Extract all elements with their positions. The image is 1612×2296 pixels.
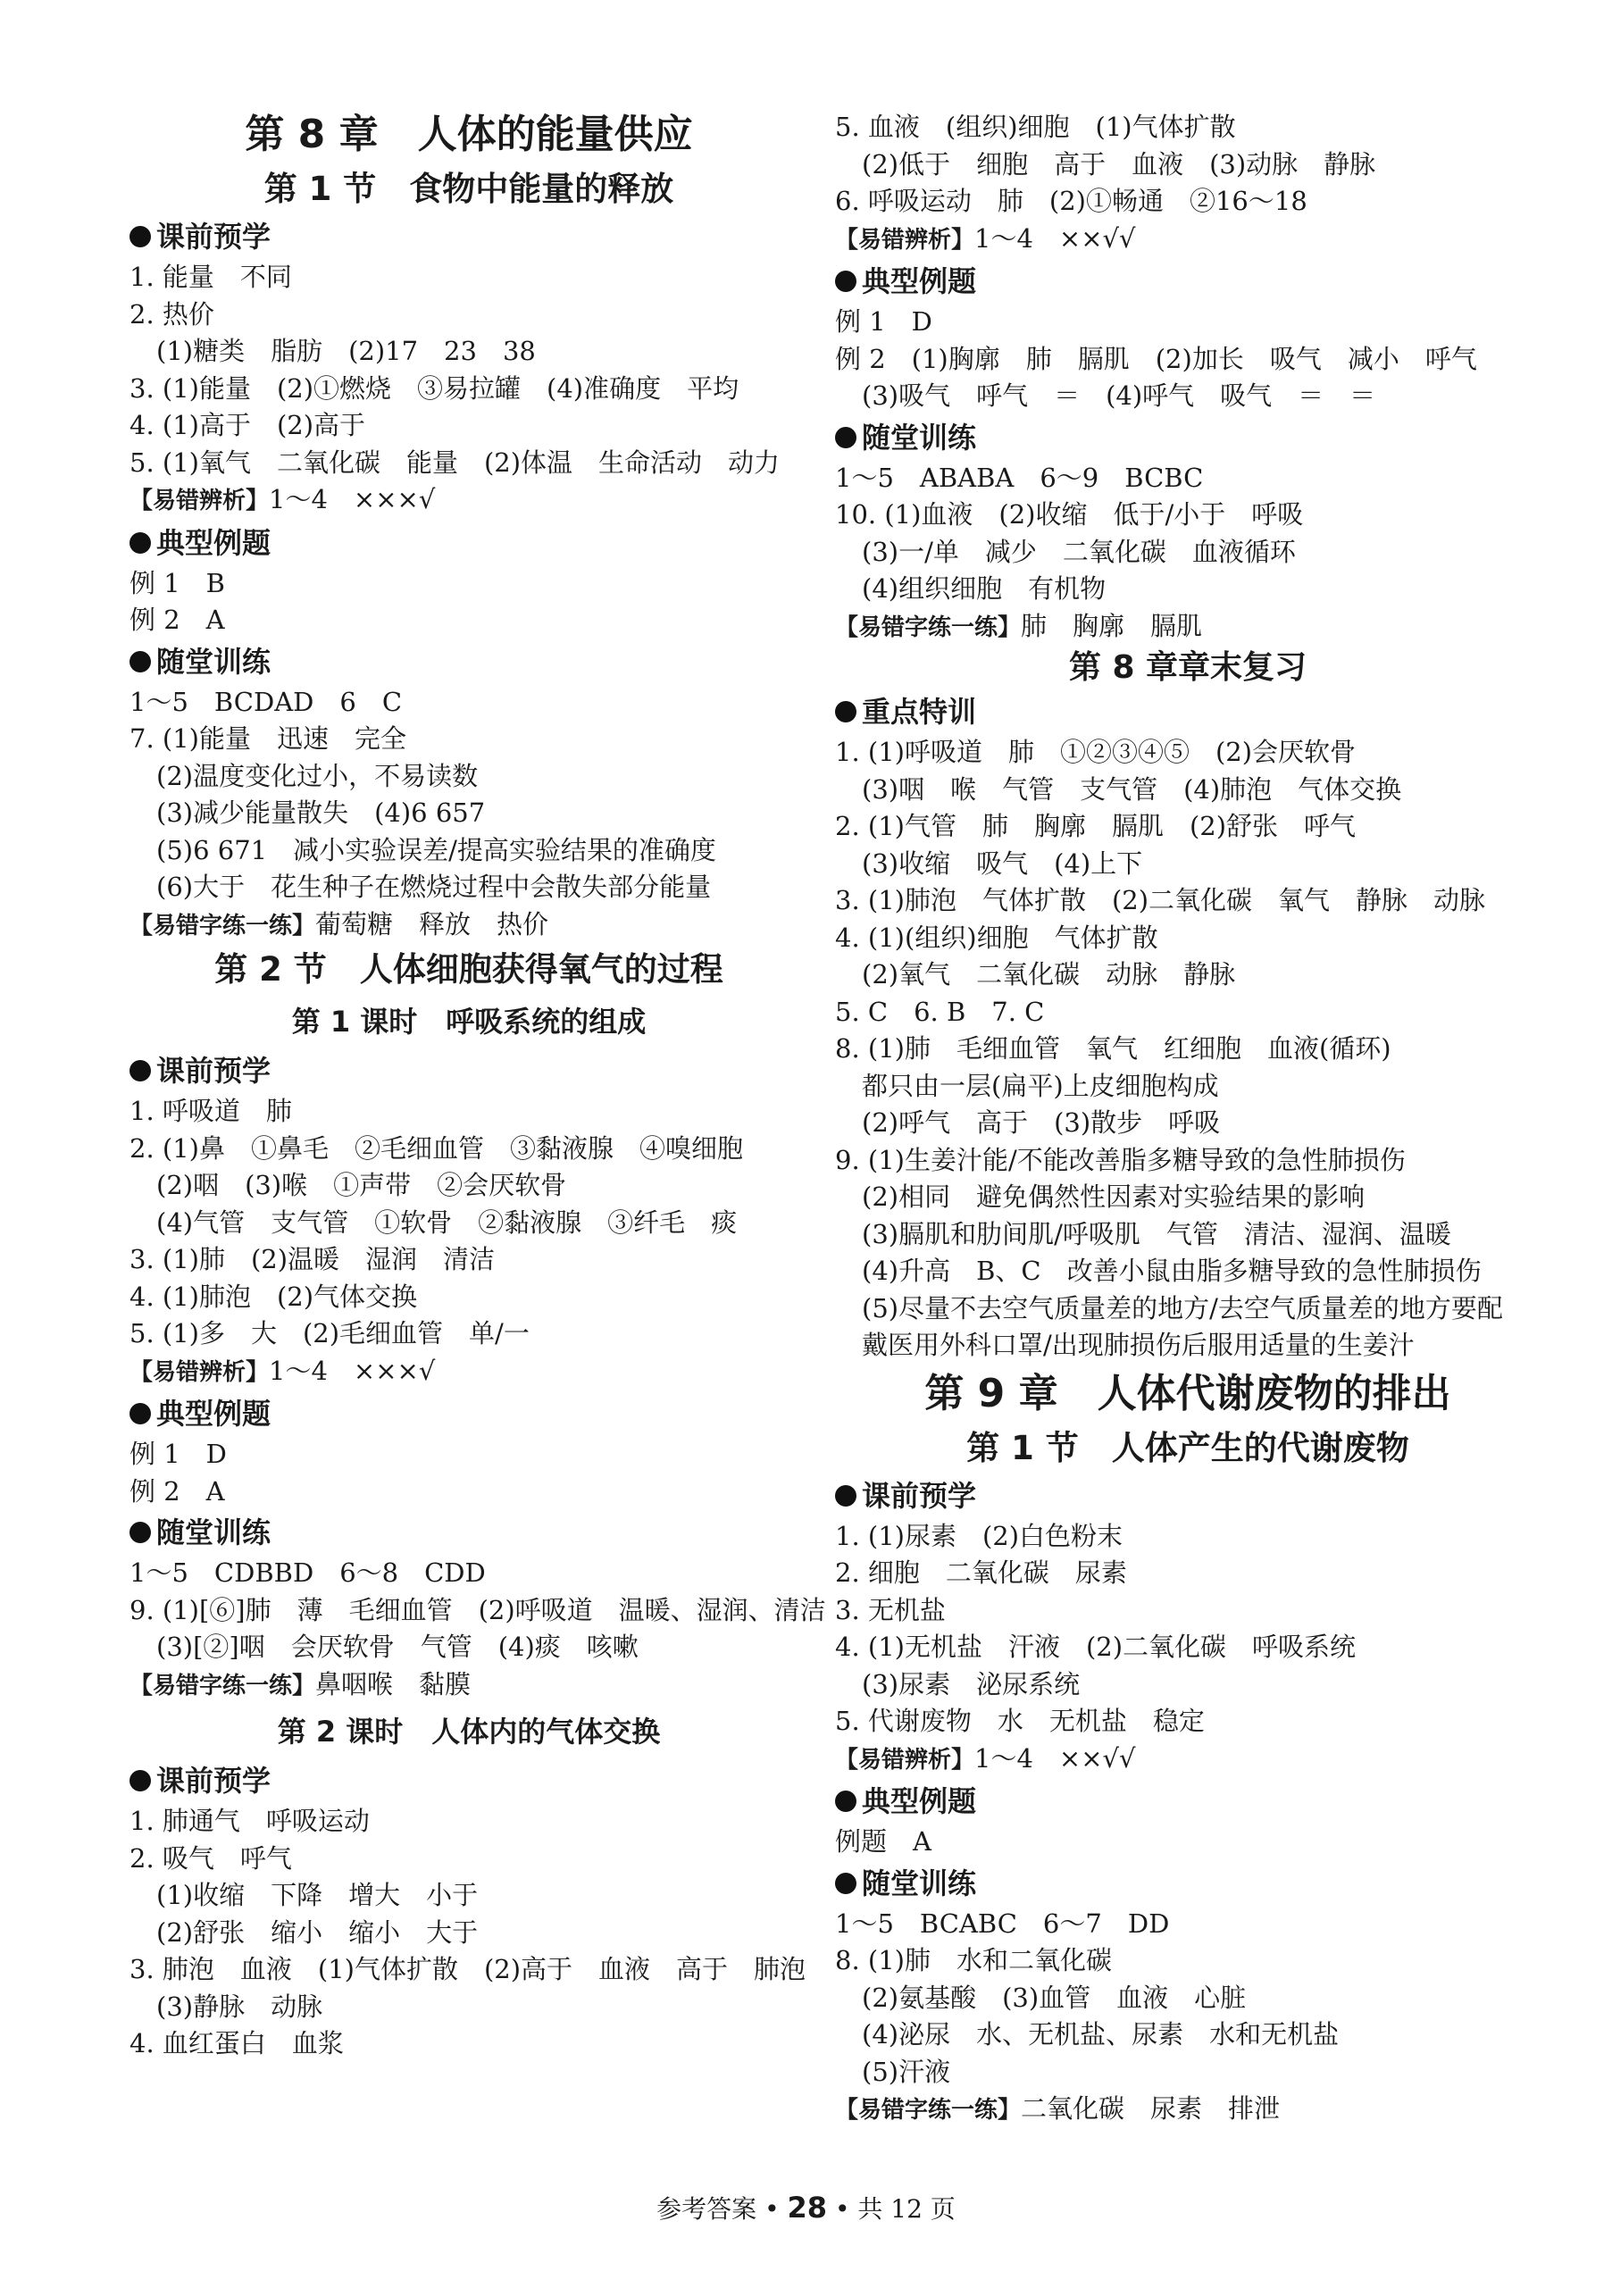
word-practice (129, 1666, 808, 1706)
answer-line: 5. 血液 (组织)细胞 (1)气体扩散 (835, 112, 1236, 142)
lesson-2-title: 第 2 课时 人体内的气体交换 (277, 1715, 661, 1749)
word-practice (835, 2091, 1541, 2130)
error-analysis (129, 1353, 808, 1392)
answer-line: (2)氨基酸 (3)血管 血液 心脏 (862, 1982, 1247, 2013)
error-analysis-text: 1～4 ××√√ (974, 1742, 1136, 1774)
total-pages: 共 12 页 (857, 2194, 956, 2224)
answer-line: (2)温度变化过小，不易读数 (156, 760, 479, 791)
answer-line: 1. (1)呼吸道 肺 ①②③④⑤ (2)会厌软骨 (835, 737, 1357, 767)
bullet-icon (129, 651, 151, 672)
answer-line: (4)升高 B、C 改善小鼠由脂多糖导致的急性肺损伤 (862, 1256, 1482, 1286)
answer-line: 9. (1)生姜汁能/不能改善脂多糖导致的急性肺损伤 (835, 1144, 1406, 1175)
bullet-icon (129, 1403, 151, 1424)
answer-line: 4. (1)无机盐 汗液 (2)二氧化碳 呼吸系统 (835, 1632, 1357, 1662)
answer-line: 例 2 (1)胸廓 肺 膈肌 (2)加长 吸气 减小 呼气 (835, 343, 1477, 374)
answer-line: 3. (1)肺泡 气体扩散 (2)二氧化碳 氧气 静脉 动脉 (835, 885, 1486, 915)
bullet-icon (129, 1060, 151, 1081)
footer-dot: • (764, 2194, 788, 2224)
bullet-icon (835, 1791, 856, 1812)
error-analysis (129, 481, 808, 521)
chapter-8-title: 第 8 章 人体的能量供应 (245, 112, 693, 157)
chapter-9-title: 第 9 章 人体代谢废物的排出 (924, 1370, 1451, 1416)
answer-line: (5)尽量不去空气质量差的地方/去空气质量差的地方要配 (862, 1292, 1503, 1323)
chapter-9-section-1-title: 第 1 节 人体产生的代谢废物 (966, 1428, 1409, 1467)
answer-line: 例题 A (835, 1826, 931, 1857)
answer-line: 2. (1)气管 肺 胸廓 膈肌 (2)舒张 呼气 (835, 811, 1357, 841)
page-footer (0, 2190, 1612, 2225)
answer-line: (3)[②]咽 会厌软骨 气管 (4)痰 咳嗽 (156, 1632, 639, 1662)
word-practice-text: 肺 胸廓 膈肌 (1021, 610, 1203, 641)
answer-line: 3. (1)肺 (2)温暖 湿润 清洁 (129, 1244, 496, 1274)
answer-line: 1～5 BCDAD 6 C (129, 686, 403, 717)
answer-line: 3. 无机盐 (835, 1594, 946, 1625)
s1-example-heading: 典型例题 (129, 521, 808, 565)
answer-line: 7. (1)能量 迅速 完全 (129, 723, 406, 754)
answer-line: 2. 细胞 二氧化碳 尿素 (835, 1557, 1127, 1588)
word-practice-text: 二氧化碳 尿素 排泄 (1021, 2093, 1281, 2124)
answer-line: 3. 肺泡 血液 (1)气体扩散 (2)高于 血液 高于 肺泡 (129, 1954, 806, 1984)
answer-line: 5. (1)氧气 二氧化碳 能量 (2)体温 生命活动 动力 (129, 447, 781, 478)
answer-line: 4. (1)高于 (2)高于 (129, 410, 366, 440)
bullet-icon (129, 226, 151, 247)
answer-line: 1. 肺通气 呼吸运动 (129, 1806, 370, 1836)
answer-line: 4. 血红蛋白 血浆 (129, 2028, 344, 2058)
answer-line: 例 1 B (129, 567, 225, 598)
error-analysis (835, 1741, 1541, 1780)
c9-training-heading: 随堂训练 (835, 1861, 1541, 1906)
answer-line: 1～5 ABABA 6～9 BCBC (835, 462, 1204, 493)
answer-line: (1)收缩 下降 增大 小于 (156, 1880, 479, 1910)
answer-line: (5)汗液 (862, 2056, 951, 2087)
answer-line: (5)6 671 减小实验误差/提高实验结果的准确度 (156, 834, 716, 865)
error-analysis-text: 1～4 ××√√ (974, 222, 1136, 254)
s1-preview-heading: 课前预学 (129, 214, 808, 259)
answer-line: 2. 热价 (129, 298, 214, 330)
word-practice-tag: 【易错字练一练】 (835, 614, 1022, 641)
footer-dot: • (834, 2194, 858, 2224)
word-practice-text: 葡萄糖 释放 热价 (315, 908, 549, 939)
error-analysis-text: 1～4 ×××√ (269, 484, 436, 514)
answer-line: 8. (1)肺 水和二氧化碳 (835, 1945, 1112, 1975)
answer-line: (1)糖类 脂肪 (2)17 23 38 (156, 336, 536, 366)
answer-line: (3)减少能量散失 (4)6 657 (156, 797, 486, 828)
answer-line: (3)一/单 减少 二氧化碳 血液循环 (862, 536, 1296, 567)
bullet-icon (835, 271, 856, 292)
error-analysis-tag: 【易错辨析】 (835, 1746, 975, 1774)
answer-line: 1～5 CDBBD 6～8 CDD (129, 1557, 486, 1588)
answer-line: (4)组织细胞 有机物 (862, 573, 1107, 604)
answer-line: (2)呼气 高于 (3)散步 呼吸 (862, 1107, 1221, 1138)
bullet-icon (835, 701, 856, 722)
answer-line: 5. (1)多 大 (2)毛细血管 单/一 (129, 1318, 530, 1348)
l1-example-heading: 典型例题 (129, 1391, 808, 1436)
answer-line: 5. 代谢废物 水 无机盐 稳定 (835, 1706, 1205, 1736)
answer-line: (3)收缩 吸气 (4)上下 (862, 847, 1143, 879)
l1-training-heading: 随堂训练 (129, 1510, 808, 1555)
answer-line: (6)大于 花生种子在燃烧过程中会散失部分能量 (156, 872, 712, 902)
answer-line: (3)尿素 泌尿系统 (862, 1668, 1081, 1699)
error-analysis-tag: 【易错辨析】 (835, 226, 975, 254)
answer-line: 戴医用外科口罩/出现肺损伤后服用适量的生姜汁 (862, 1330, 1415, 1360)
answer-line: (3)吸气 呼气 ＝ (4)呼气 吸气 ＝ ＝ (862, 380, 1376, 411)
answer-line: (3)静脉 动脉 (156, 1991, 323, 2022)
answer-line: 9. (1)[⑥]肺 薄 毛细血管 (2)呼吸道 温暖、湿润、清洁 (129, 1594, 826, 1625)
answer-line: 2. (1)鼻 ①鼻毛 ②毛细血管 ③黏液腺 ④嗅细胞 (129, 1132, 743, 1164)
l2-training-heading: 随堂训练 (835, 415, 1541, 460)
section-1-title: 第 1 节 食物中能量的释放 (263, 170, 674, 208)
page-number: 28 (787, 2191, 828, 2225)
answer-line: 例 2 A (129, 605, 225, 635)
answer-line: (4)气管 支气管 ①软骨 ②黏液腺 ③纤毛 痰 (156, 1206, 738, 1238)
word-practice-tag: 【易错字练一练】 (129, 912, 316, 939)
answer-line: (2)相同 避免偶然性因素对实验结果的影响 (862, 1181, 1366, 1212)
answer-line: 4. (1)(组织)细胞 气体扩散 (835, 922, 1158, 953)
answer-line: 4. (1)肺泡 (2)气体交换 (129, 1281, 418, 1312)
answer-line: (2)氧气 二氧化碳 动脉 静脉 (862, 959, 1236, 989)
right-column (835, 109, 1541, 2130)
l1-preview-heading: 课前预学 (129, 1048, 808, 1093)
answer-line: (4)泌尿 水、无机盐、尿素 水和无机盐 (862, 2019, 1340, 2050)
answer-line: 1. (1)尿素 (2)白色粉末 (835, 1520, 1123, 1551)
error-analysis-text: 1～4 ×××√ (269, 1355, 436, 1386)
lesson-1-title: 第 1 课时 呼吸系统的组成 (291, 1005, 647, 1039)
answer-line: (3)膈肌和肋间肌/呼吸肌 气管 清洁、湿润、温暖 (862, 1218, 1451, 1249)
error-analysis-tag: 【易错辨析】 (129, 488, 270, 514)
answer-line: 6. 呼吸运动 肺 (2)①畅通 ②16～18 (835, 186, 1307, 216)
review-heading: 重点特训 (835, 689, 1541, 734)
left-column (129, 105, 826, 2063)
s1-training-heading: 随堂训练 (129, 639, 808, 684)
answer-line: 1～5 BCABC 6～7 DD (835, 1908, 1170, 1939)
answer-line: 例 1 D (835, 306, 932, 337)
bullet-icon (129, 1770, 151, 1791)
bullet-icon (835, 427, 856, 448)
bullet-icon (129, 532, 151, 554)
footer-label: 参考答案 (656, 2194, 757, 2224)
chapter-8-review-title: 第 8 章章末复习 (1068, 649, 1307, 686)
answer-line: 例 1 D (129, 1439, 227, 1469)
word-practice-tag: 【易错字练一练】 (835, 2097, 1022, 2124)
answer-line: 8. (1)肺 毛细血管 氧气 红细胞 血液(循环) (835, 1033, 1391, 1064)
bullet-icon (835, 1485, 856, 1507)
answer-line: (3)咽 喉 气管 支气管 (4)肺泡 气体交换 (862, 773, 1402, 805)
bullet-icon (835, 1873, 856, 1894)
section-2-title: 第 2 节 人体细胞获得氧气的过程 (214, 950, 723, 989)
l2-example-heading: 典型例题 (835, 259, 1541, 304)
error-analysis-tag: 【易错辨析】 (129, 1358, 270, 1386)
answer-line: 3. (1)能量 (2)①燃烧 ③易拉罐 (4)准确度 平均 (129, 372, 739, 404)
answer-line: 5. C 6. B 7. C (835, 996, 1045, 1027)
error-analysis (835, 221, 1541, 260)
c9-example-heading: 典型例题 (835, 1779, 1541, 1824)
answer-line: (2)咽 (3)喉 ①声带 ②会厌软骨 (156, 1170, 567, 1200)
answer-line: 2. 吸气 呼气 (129, 1842, 292, 1874)
answer-line: 都只由一层(扁平)上皮细胞构成 (862, 1070, 1219, 1101)
answer-line: 1. 能量 不同 (129, 262, 292, 292)
l2-preview-heading: 课前预学 (129, 1758, 808, 1803)
answer-line: 1. 呼吸道 肺 (129, 1096, 292, 1126)
answer-line: 10. (1)血液 (2)收缩 低于/小于 呼吸 (835, 499, 1304, 530)
answer-line: (2)低于 细胞 高于 血液 (3)动脉 静脉 (862, 148, 1376, 180)
word-practice-tag: 【易错字练一练】 (129, 1672, 316, 1699)
answer-line: (2)舒张 缩小 缩小 大于 (156, 1916, 479, 1948)
word-practice (835, 608, 1541, 647)
word-practice-text: 鼻咽喉 黏膜 (315, 1668, 472, 1699)
answer-line: 例 2 A (129, 1475, 225, 1507)
word-practice (129, 906, 808, 946)
bullet-icon (129, 1522, 151, 1543)
c9-preview-heading: 课前预学 (835, 1474, 1541, 1518)
